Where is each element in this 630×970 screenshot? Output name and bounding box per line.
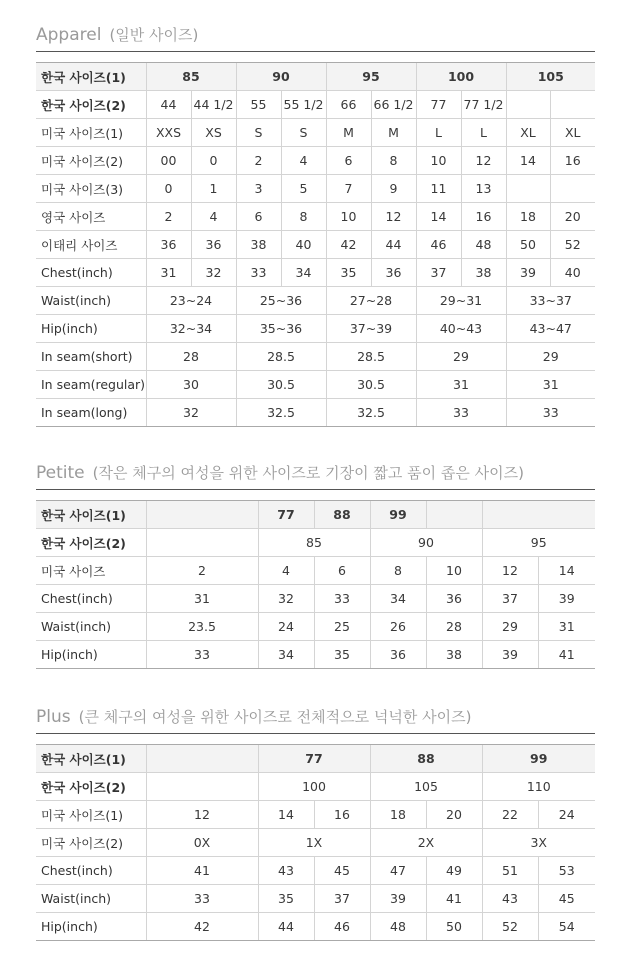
table-cell: 37	[416, 259, 461, 287]
table-row	[36, 829, 595, 857]
apparel-size-table	[36, 62, 595, 427]
table-row	[36, 287, 595, 315]
table-cell: 2	[236, 147, 281, 175]
table-cell: 40	[550, 259, 595, 287]
table-cell: 0X	[146, 829, 258, 857]
row-label: 미국 사이즈	[36, 557, 146, 585]
table-cell: 32	[258, 585, 314, 613]
table-cell: 35	[258, 885, 314, 913]
table-cell: 3	[236, 175, 281, 203]
table-cell: 110	[482, 773, 595, 801]
row-label: Chest(inch)	[36, 857, 146, 885]
table-cell: 31	[416, 371, 506, 399]
table-cell: 33	[146, 641, 258, 669]
table-cell: 42	[146, 913, 258, 941]
table-cell: 39	[482, 641, 538, 669]
table-cell: 7	[326, 175, 371, 203]
table-cell: 28	[426, 613, 482, 641]
table-cell: 39	[506, 259, 550, 287]
table-cell: 2	[146, 557, 258, 585]
table-row	[36, 231, 595, 259]
table-cell: 49	[426, 857, 482, 885]
table-cell: 28.5	[326, 343, 416, 371]
table-row	[36, 343, 595, 371]
plus-section	[36, 704, 595, 941]
table-cell: XL	[550, 119, 595, 147]
table-cell: 14	[538, 557, 595, 585]
row-label: 한국 사이즈(1)	[36, 501, 146, 529]
table-cell: 35	[326, 259, 371, 287]
table-cell: 23~24	[146, 287, 236, 315]
table-cell: 36	[370, 641, 426, 669]
petite-section	[36, 460, 595, 669]
table-cell	[482, 501, 595, 529]
table-cell: 53	[538, 857, 595, 885]
row-label: Waist(inch)	[36, 613, 146, 641]
table-cell: 35~36	[236, 315, 326, 343]
table-cell: 12	[482, 557, 538, 585]
table-cell: 45	[314, 857, 370, 885]
table-cell: 33	[314, 585, 370, 613]
row-label: 미국 사이즈(3)	[36, 175, 146, 203]
table-cell: 66 1/2	[371, 91, 416, 119]
table-cell: 28	[146, 343, 236, 371]
table-cell: 10	[326, 203, 371, 231]
row-label: 한국 사이즈(2)	[36, 773, 146, 801]
table-cell: 105	[370, 773, 482, 801]
table-cell: 46	[416, 231, 461, 259]
table-cell: L	[416, 119, 461, 147]
table-cell: 14	[416, 203, 461, 231]
table-cell: 10	[426, 557, 482, 585]
table-row	[36, 63, 595, 91]
plus-subtitle: (큰 체구의 여성을 위한 사이즈로 전체적으로 넉넉한 사이즈)	[78, 708, 472, 726]
table-cell: 51	[482, 857, 538, 885]
table-cell: 31	[146, 585, 258, 613]
table-cell: 10	[416, 147, 461, 175]
table-cell: 30	[146, 371, 236, 399]
table-cell	[146, 773, 258, 801]
table-cell: 55	[236, 91, 281, 119]
table-row	[36, 203, 595, 231]
row-label: 한국 사이즈(2)	[36, 91, 146, 119]
table-cell	[146, 745, 258, 773]
row-label: In seam(regular)	[36, 371, 146, 399]
table-cell: 8	[281, 203, 326, 231]
table-cell: 18	[506, 203, 550, 231]
table-row	[36, 529, 595, 557]
table-cell: 90	[370, 529, 482, 557]
table-cell: 41	[146, 857, 258, 885]
table-cell: 40	[281, 231, 326, 259]
table-cell: 47	[370, 857, 426, 885]
table-cell: XS	[191, 119, 236, 147]
table-cell: 40~43	[416, 315, 506, 343]
table-cell: 44 1/2	[191, 91, 236, 119]
table-row	[36, 773, 595, 801]
table-cell: 6	[326, 147, 371, 175]
table-cell: 22	[482, 801, 538, 829]
table-cell: 95	[482, 529, 595, 557]
table-cell: 4	[191, 203, 236, 231]
table-cell: 29	[416, 343, 506, 371]
table-cell: 1X	[258, 829, 370, 857]
table-cell: 12	[371, 203, 416, 231]
table-cell	[146, 529, 258, 557]
table-row	[36, 259, 595, 287]
table-cell: 100	[416, 63, 506, 91]
table-row	[36, 315, 595, 343]
table-cell: 4	[258, 557, 314, 585]
row-label: Hip(inch)	[36, 641, 146, 669]
row-label: Hip(inch)	[36, 315, 146, 343]
table-row	[36, 371, 595, 399]
table-row	[36, 175, 595, 203]
table-cell: 39	[538, 585, 595, 613]
table-cell: 16	[550, 147, 595, 175]
table-cell: 11	[416, 175, 461, 203]
petite-subtitle: (작은 체구의 여성을 위한 사이즈로 기장이 짧고 품이 좁은 사이즈)	[92, 464, 524, 482]
table-cell: 27~28	[326, 287, 416, 315]
row-label: 미국 사이즈(2)	[36, 147, 146, 175]
table-row	[36, 613, 595, 641]
table-cell: M	[326, 119, 371, 147]
table-cell: 38	[236, 231, 281, 259]
table-row	[36, 885, 595, 913]
table-cell: 44	[258, 913, 314, 941]
table-cell: 25~36	[236, 287, 326, 315]
table-cell: 55 1/2	[281, 91, 326, 119]
table-row	[36, 91, 595, 119]
table-row	[36, 745, 595, 773]
table-cell: 8	[371, 147, 416, 175]
table-cell: 31	[506, 371, 595, 399]
table-cell: XL	[506, 119, 550, 147]
table-cell: 33	[506, 399, 595, 427]
table-cell: 43	[258, 857, 314, 885]
table-row	[36, 641, 595, 669]
table-cell: 2X	[370, 829, 482, 857]
table-cell: 85	[146, 63, 236, 91]
table-cell: 36	[426, 585, 482, 613]
table-cell	[550, 175, 595, 203]
table-row	[36, 399, 595, 427]
table-cell: 00	[146, 147, 191, 175]
table-cell: 39	[370, 885, 426, 913]
row-label: 한국 사이즈(1)	[36, 63, 146, 91]
table-cell: 95	[326, 63, 416, 91]
table-cell: 33	[416, 399, 506, 427]
table-cell: 2	[146, 203, 191, 231]
petite-size-table	[36, 500, 595, 669]
table-cell: 99	[482, 745, 595, 773]
table-cell: 13	[461, 175, 506, 203]
table-cell: 99	[370, 501, 426, 529]
plus-title-text: Plus	[36, 707, 71, 727]
table-cell: 37	[314, 885, 370, 913]
table-cell: 38	[426, 641, 482, 669]
table-cell: 43~47	[506, 315, 595, 343]
table-cell: 32	[191, 259, 236, 287]
table-cell: 28.5	[236, 343, 326, 371]
plus-title	[36, 704, 595, 734]
table-cell: 12	[146, 801, 258, 829]
table-cell: 77	[416, 91, 461, 119]
row-label: Waist(inch)	[36, 885, 146, 913]
row-label: 미국 사이즈(2)	[36, 829, 146, 857]
table-cell: 18	[370, 801, 426, 829]
table-cell: 85	[258, 529, 370, 557]
table-cell: 6	[236, 203, 281, 231]
table-cell: 36	[191, 231, 236, 259]
table-cell: 35	[314, 641, 370, 669]
petite-title	[36, 460, 595, 490]
table-cell: 50	[506, 231, 550, 259]
table-cell: 44	[371, 231, 416, 259]
apparel-title	[36, 22, 595, 52]
petite-title-text: Petite	[36, 463, 85, 483]
table-cell: 36	[146, 231, 191, 259]
row-label: 영국 사이즈	[36, 203, 146, 231]
table-cell: 1	[191, 175, 236, 203]
table-cell: 43	[482, 885, 538, 913]
table-cell: 52	[550, 231, 595, 259]
table-cell: 32~34	[146, 315, 236, 343]
table-cell: 26	[370, 613, 426, 641]
table-cell: 29	[506, 343, 595, 371]
table-cell: 32.5	[236, 399, 326, 427]
table-row	[36, 801, 595, 829]
table-cell: 29~31	[416, 287, 506, 315]
table-cell: 31	[146, 259, 191, 287]
table-row	[36, 147, 595, 175]
table-cell: 20	[426, 801, 482, 829]
apparel-subtitle: (일반 사이즈)	[109, 26, 199, 44]
table-cell: S	[281, 119, 326, 147]
table-cell: 45	[538, 885, 595, 913]
table-cell: 23.5	[146, 613, 258, 641]
table-cell: S	[236, 119, 281, 147]
table-row	[36, 913, 595, 941]
table-cell: 16	[314, 801, 370, 829]
table-cell: 41	[538, 641, 595, 669]
table-cell: 88	[370, 745, 482, 773]
table-cell: 100	[258, 773, 370, 801]
table-cell: 48	[370, 913, 426, 941]
table-cell: 31	[538, 613, 595, 641]
table-cell: 25	[314, 613, 370, 641]
table-cell: 4	[281, 147, 326, 175]
table-cell: 14	[506, 147, 550, 175]
table-cell: 33	[236, 259, 281, 287]
table-cell: 33	[146, 885, 258, 913]
apparel-section	[36, 22, 595, 427]
table-cell	[426, 501, 482, 529]
table-cell: 90	[236, 63, 326, 91]
row-label: Waist(inch)	[36, 287, 146, 315]
table-row	[36, 501, 595, 529]
table-cell: 46	[314, 913, 370, 941]
table-cell: 105	[506, 63, 595, 91]
table-cell: 24	[538, 801, 595, 829]
table-cell: 52	[482, 913, 538, 941]
plus-size-table	[36, 744, 595, 941]
table-cell: L	[461, 119, 506, 147]
table-cell: 37~39	[326, 315, 416, 343]
table-cell: 32.5	[326, 399, 416, 427]
row-label: Hip(inch)	[36, 913, 146, 941]
table-cell: 30.5	[236, 371, 326, 399]
table-cell: 24	[258, 613, 314, 641]
row-label: 한국 사이즈(2)	[36, 529, 146, 557]
table-cell: 6	[314, 557, 370, 585]
table-row	[36, 557, 595, 585]
table-cell: 77	[258, 745, 370, 773]
row-label: Chest(inch)	[36, 259, 146, 287]
row-label: 한국 사이즈(1)	[36, 745, 146, 773]
table-cell: 36	[371, 259, 416, 287]
table-cell	[506, 91, 550, 119]
table-cell: 9	[371, 175, 416, 203]
table-cell: 44	[146, 91, 191, 119]
row-label: In seam(short)	[36, 343, 146, 371]
table-cell: 54	[538, 913, 595, 941]
table-cell: 14	[258, 801, 314, 829]
table-cell: M	[371, 119, 416, 147]
row-label: Chest(inch)	[36, 585, 146, 613]
table-cell: 5	[281, 175, 326, 203]
table-cell: 29	[482, 613, 538, 641]
table-cell	[506, 175, 550, 203]
table-cell: 77 1/2	[461, 91, 506, 119]
table-cell: XXS	[146, 119, 191, 147]
row-label: In seam(long)	[36, 399, 146, 427]
row-label: 미국 사이즈(1)	[36, 801, 146, 829]
table-row	[36, 585, 595, 613]
table-cell: 20	[550, 203, 595, 231]
table-cell: 8	[370, 557, 426, 585]
table-cell: 41	[426, 885, 482, 913]
table-cell: 34	[370, 585, 426, 613]
apparel-title-text: Apparel	[36, 25, 102, 45]
table-cell: 30.5	[326, 371, 416, 399]
table-cell: 77	[258, 501, 314, 529]
table-cell: 38	[461, 259, 506, 287]
table-cell: 3X	[482, 829, 595, 857]
table-cell: 0	[146, 175, 191, 203]
table-cell: 50	[426, 913, 482, 941]
table-cell: 33~37	[506, 287, 595, 315]
row-label: 이태리 사이즈	[36, 231, 146, 259]
table-cell: 12	[461, 147, 506, 175]
table-cell: 0	[191, 147, 236, 175]
table-cell	[550, 91, 595, 119]
table-cell: 37	[482, 585, 538, 613]
table-cell: 48	[461, 231, 506, 259]
row-label: 미국 사이즈(1)	[36, 119, 146, 147]
table-cell: 32	[146, 399, 236, 427]
table-cell: 16	[461, 203, 506, 231]
table-cell: 66	[326, 91, 371, 119]
table-cell: 42	[326, 231, 371, 259]
table-cell: 34	[258, 641, 314, 669]
table-row	[36, 857, 595, 885]
table-cell: 34	[281, 259, 326, 287]
table-cell: 88	[314, 501, 370, 529]
table-cell	[146, 501, 258, 529]
table-row	[36, 119, 595, 147]
